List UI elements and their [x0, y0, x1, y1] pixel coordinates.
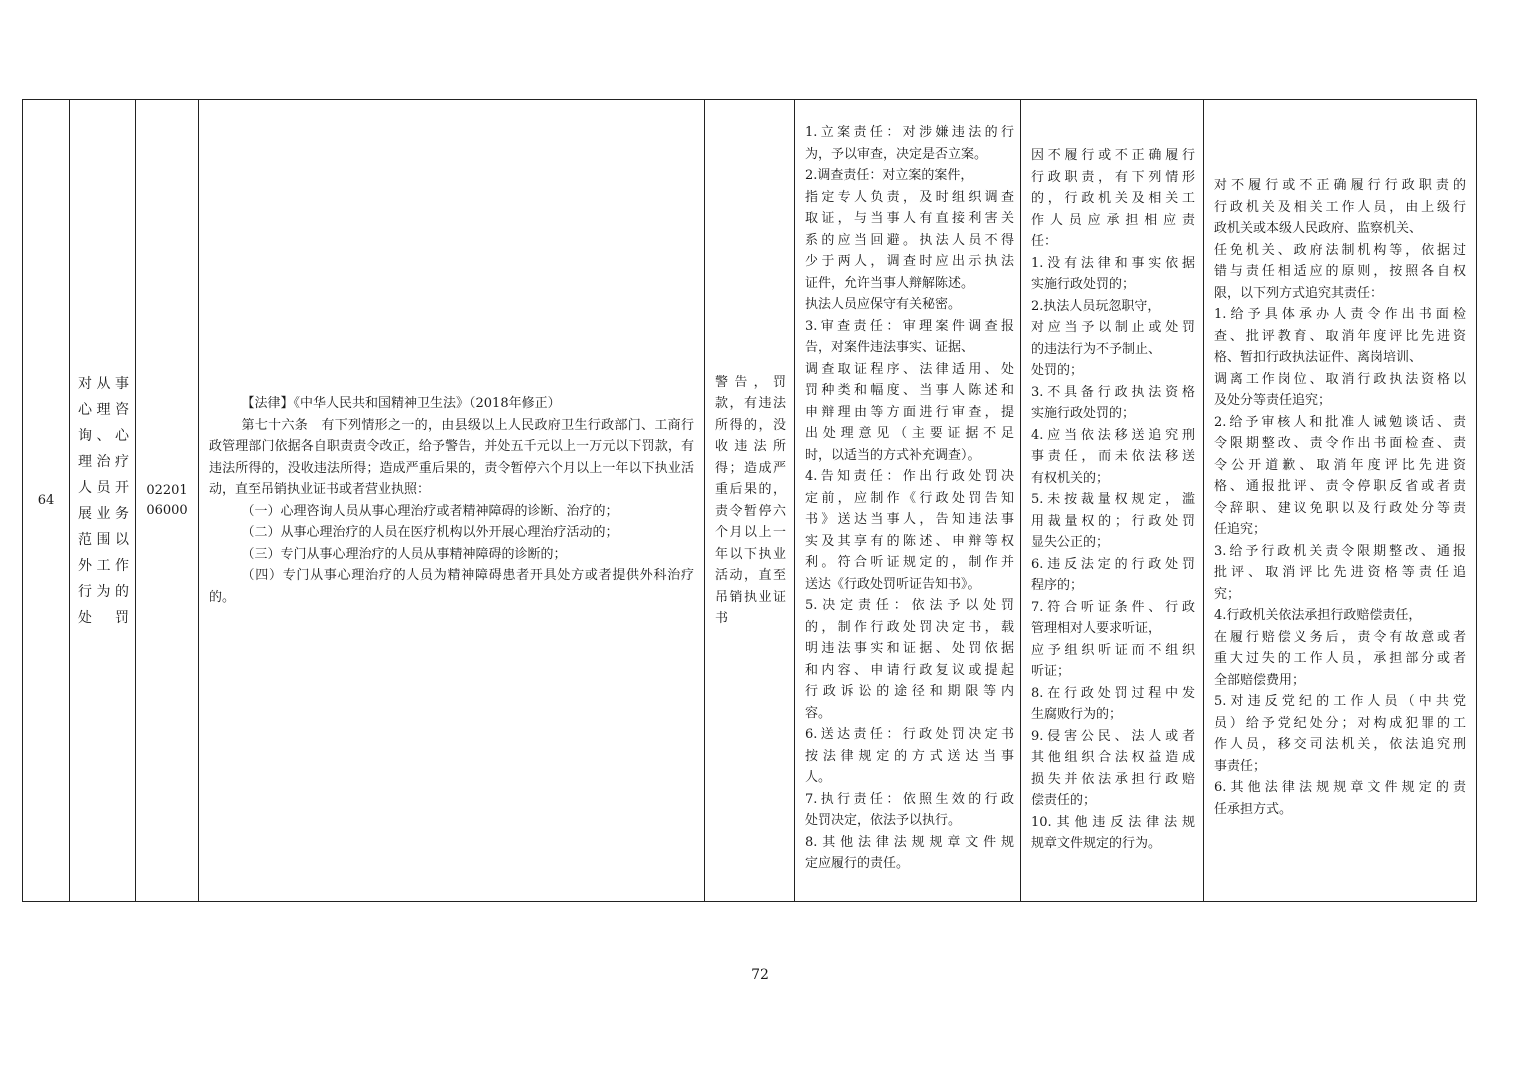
- case-line: 2.执法人员玩忽职守，: [1031, 298, 1161, 314]
- duty-line: 调查取证程序、法律适用、处: [805, 361, 1014, 377]
- case-line: 实施行政处罚的；: [1031, 277, 1136, 292]
- duty-line: 书》送达当事人，告知违法事: [805, 512, 1014, 527]
- duty-line: 为，予以审查，决定是否立案。: [805, 146, 988, 162]
- law-article: 第七十六条 有下列情形之一的，由县级以上人民政府卫生行政部门、工商行政管理部门依据各自职责责令改正，给予警告，并处五千元以上一万元以下罚款，有违法所得的，没收违法所得；造成严重后果的，责令暂停六个月以上一年以下执业活动，直至吊销执业证书或者营业执照：: [209, 417, 694, 497]
- law-item-4: （四）专门从事心理治疗的人员为精神障碍患者开具处方或者提供外科治疗的。: [209, 568, 694, 605]
- account-line: 限，以下列方式追究其责任：: [1214, 285, 1384, 301]
- penalty-type: 警告，罚款，有违法所得的，没收违法所得；造成严重后果的，责令暂停六个月以上一年以下执业活动，直至吊销执业证书: [715, 374, 786, 626]
- account-line: 任承担方式。: [1214, 801, 1293, 817]
- account-line: 3.给予行政机关责令限期整改、通报: [1214, 543, 1466, 559]
- case-line: 的，行政机关及相关工: [1031, 191, 1195, 206]
- case-line: 6.违反法定的行政处罚: [1031, 556, 1195, 572]
- case-line: 行政职责，有下列情形: [1031, 169, 1195, 185]
- duty-line: 处罚决定，依法予以执行。: [805, 813, 962, 828]
- accountability-cases-text: [1031, 145, 1195, 855]
- item-code-line-1: 02201: [146, 482, 188, 498]
- duty-line: 申辩理由等方面进行审查，提: [805, 404, 1014, 420]
- case-line: 生腐败行为的；: [1031, 707, 1123, 722]
- case-line: 用裁量权的；行政处罚: [1031, 513, 1195, 529]
- case-line: 因不履行或不正确履行: [1031, 148, 1195, 163]
- law-item-1: （一）心理咨询人员从事心理治疗或者精神障碍的诊断、治疗的；: [241, 503, 619, 519]
- law-item-2: （二）从事心理治疗的人员在医疗机构以外开展心理治疗活动的；: [241, 525, 619, 540]
- duty-line: 和内容、申请行政复议或提起: [805, 662, 1014, 678]
- case-line: 偿责任的；: [1031, 793, 1097, 808]
- case-line: 其他组织合法权益造成: [1031, 750, 1195, 765]
- case-line: 程序的；: [1031, 578, 1084, 593]
- duty-line: 出处理意见（主要证据不足: [805, 426, 1014, 441]
- account-line: 究；: [1214, 586, 1241, 602]
- power-list-table: [22, 99, 1477, 902]
- account-line: 及处分等责任追究；: [1214, 393, 1332, 408]
- item-code-cell: [136, 100, 199, 902]
- account-line: 令公开道歉、取消年度评比先进资: [1214, 457, 1466, 473]
- duty-line: 按法律规定的方式送达当事: [805, 748, 1014, 764]
- duty-line: 罚种类和幅度、当事人陈述和: [805, 383, 1014, 398]
- duty-line: 告，对案件违法事实、证据、: [805, 340, 975, 355]
- account-line: 调离工作岗位、取消行政执法资格以: [1214, 371, 1466, 387]
- duty-line: 的，制作行政处罚决定书，载: [805, 619, 1014, 635]
- accountability-cases-cell: [1021, 100, 1204, 902]
- duty-line: 3.审查责任：审理案件调查报: [805, 318, 1014, 334]
- case-line: 应予组织听证而不组织: [1031, 642, 1195, 658]
- account-line: 行政机关及相关工作人员，由上级行: [1214, 199, 1466, 215]
- account-line: 批评、取消评比先进资格等责任追: [1214, 565, 1466, 580]
- case-line: 对应当予以制止或处罚: [1031, 320, 1195, 335]
- page-number: 72: [751, 967, 769, 983]
- case-line: 有权机关的；: [1031, 470, 1110, 486]
- case-line: 任：: [1031, 234, 1058, 249]
- case-line: 处罚的；: [1031, 363, 1084, 378]
- legal-basis-cell: [199, 100, 705, 902]
- duty-line: 6.送达责任：行政处罚决定书: [805, 727, 1014, 742]
- account-line: 令辞职、建议免职以及行政处分等责: [1214, 500, 1466, 516]
- duty-line: 7.执行责任：依照生效的行政: [805, 791, 1014, 807]
- account-line: 2.给予审核人和批准人诫勉谈话、责: [1214, 414, 1466, 430]
- item-name: 对从事心理咨询、心理治疗人员开展业务范围以外工作行为的处罚: [78, 375, 129, 626]
- duty-line: 人。: [805, 770, 832, 785]
- account-line: 重大过失的工作人员，承担部分或者: [1214, 651, 1466, 666]
- account-line: 6.其他法律法规规章文件规定的责: [1214, 780, 1466, 795]
- duty-line: 时，以适当的方式补充调查）。: [805, 447, 981, 463]
- case-line: 事责任，而未依法移送: [1031, 449, 1195, 464]
- account-line: 1.给予具体承办人责令作出书面检: [1214, 307, 1466, 322]
- case-line: 的违法行为不予制止、: [1031, 341, 1162, 357]
- case-line: 9.侵害公民、法人或者: [1031, 728, 1195, 744]
- case-line: 5.未按裁量权规定，滥: [1031, 492, 1195, 507]
- duty-line: 送达《行政处罚听证告知书》。: [805, 576, 981, 592]
- account-line: 政机关或本级人民政府、监察机关、: [1214, 221, 1423, 236]
- penalty-type-cell: [705, 100, 795, 902]
- account-line: 作人员，移交司法机关，依法追究刑: [1214, 737, 1466, 752]
- account-line: 事责任；: [1214, 758, 1267, 774]
- duty-line: 系的应当回避。执法人员不得: [805, 232, 1014, 248]
- duty-line: 执法人员应保守有关秘密。: [805, 297, 962, 312]
- account-line: 错与责任相适应的原则，按照各自权: [1214, 264, 1466, 279]
- case-line: 显失公正的；: [1031, 535, 1110, 550]
- duty-cell: [795, 100, 1021, 902]
- case-line: 管理相对人要求听证，: [1031, 621, 1162, 636]
- duty-line: 利。符合听证规定的，制作并: [805, 555, 1014, 570]
- account-line: 全部赔偿费用；: [1214, 672, 1306, 688]
- case-line: 损失并依法承担行政赔: [1031, 771, 1195, 787]
- law-item-3: （三）专门从事心理治疗的人员从事精神障碍的诊断的；: [241, 546, 567, 562]
- duty-line: 定前，应制作《行政处罚告知: [805, 490, 1014, 506]
- duty-text: [805, 122, 1014, 875]
- case-line: 10.其他违反法律法规: [1031, 814, 1195, 830]
- account-line: 查、批评教育、取消年度评比先进资: [1214, 328, 1466, 344]
- account-line: 员）给予党纪处分；对构成犯罪的工: [1214, 715, 1466, 731]
- duty-line: 4.告知责任：作出行政处罚决: [805, 469, 1014, 484]
- case-line: 4.应当依法移送追究刑: [1031, 427, 1195, 443]
- row-number: 64: [37, 493, 55, 508]
- accountability-method-cell: [1204, 100, 1477, 902]
- duty-line: 指定专人负责，及时组织调查: [805, 189, 1014, 205]
- duty-line: 定应履行的责任。: [805, 856, 910, 871]
- duty-line: 实及其享有的陈述、申辩等权: [805, 533, 1014, 549]
- case-line: 作人员应承担相应责: [1031, 212, 1195, 228]
- duty-line: 容。: [805, 705, 832, 721]
- account-line: 5.对违反党纪的工作人员（中共党: [1214, 694, 1466, 709]
- case-line: 听证；: [1031, 664, 1071, 679]
- account-line: 格、通报批评、责令停职反省或者责: [1214, 479, 1466, 494]
- account-line: 4.行政机关依法承担行政赔偿责任，: [1214, 608, 1422, 623]
- duty-line: 证件，允许当事人辩解陈述。: [805, 275, 975, 291]
- item-code-line-2: 06000: [146, 502, 188, 518]
- duty-line: 1.立案责任：对涉嫌违法的行: [805, 125, 1014, 140]
- accountability-method-text: [1214, 175, 1466, 820]
- account-line: 在履行赔偿义务后，责令有故意或者: [1214, 629, 1466, 645]
- table-row: [23, 100, 1477, 902]
- duty-line: 明违法事实和证据、处罚依据: [805, 641, 1014, 656]
- row-number-cell: [23, 100, 70, 902]
- duty-line: 5.决定责任：依法予以处罚: [805, 598, 1014, 613]
- duty-line: 8.其他法律法规规章文件规: [805, 834, 1014, 850]
- account-line: 任追究；: [1214, 522, 1267, 537]
- duty-line: 2.调查责任：对立案的案件，: [805, 168, 974, 183]
- account-line: 令限期整改、责令作出书面检查、责: [1214, 436, 1466, 451]
- account-line: 格、暂扣行政执法证件、离岗培训、: [1214, 350, 1423, 365]
- duty-line: 取证，与当事人有直接利害关: [805, 211, 1014, 226]
- duty-line: 行政诉讼的途径和期限等内: [805, 684, 1014, 699]
- case-line: 8.在行政处罚过程中发: [1031, 685, 1195, 701]
- duty-line: 少于两人，调查时应出示执法: [805, 254, 1014, 269]
- case-line: 规章文件规定的行为。: [1031, 836, 1162, 851]
- account-line: 任免机关、政府法制机构等，依据过: [1214, 242, 1466, 258]
- case-line: 1.没有法律和事实依据: [1031, 255, 1195, 271]
- case-line: 3.不具备行政执法资格: [1031, 384, 1195, 400]
- case-line: 实施行政处罚的；: [1031, 406, 1136, 421]
- account-line: 对不履行或不正确履行行政职责的: [1214, 178, 1466, 193]
- item-name-cell: [70, 100, 136, 902]
- case-line: 7.符合听证条件、行政: [1031, 599, 1195, 615]
- law-title: 【法律】《中华人民共和国精神卫生法》（2018年修正）: [241, 396, 561, 411]
